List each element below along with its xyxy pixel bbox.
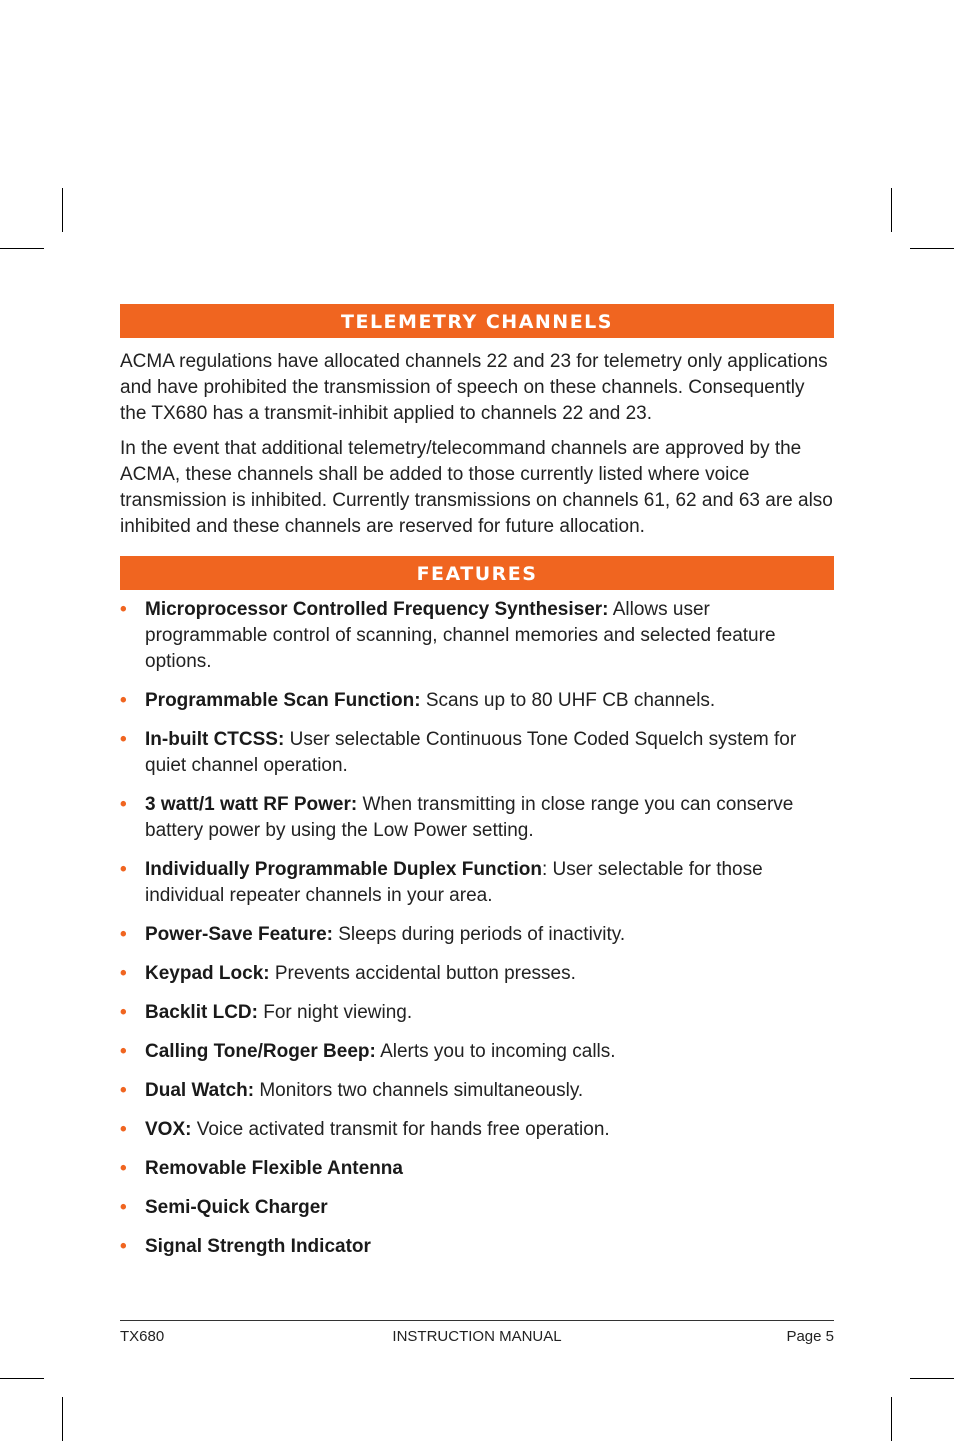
feature-description: Sleeps during periods of inactivity. <box>332 924 626 945</box>
feature-term: Keypad Lock: <box>145 963 270 984</box>
feature-item <box>120 961 834 987</box>
bullet-icon: • <box>120 1080 127 1101</box>
feature-item <box>120 597 834 675</box>
feature-item <box>120 727 834 779</box>
feature-description: Voice activated transmit for hands free operation. <box>191 1119 610 1140</box>
bullet-icon: • <box>120 1236 127 1257</box>
bullet-icon: • <box>120 690 127 711</box>
feature-term: VOX: <box>145 1119 192 1140</box>
telemetry-paragraph-2: In the event that additional telemetry/telecommand channels are approved by the ACMA, these channels shall be added to those currently listed where voice transmission is inhibited. Currently transmissions on channels 61, 62 and 63 are also inhibited and these channels are reserved for future allocation. <box>120 438 833 537</box>
feature-term: Backlit LCD: <box>145 1002 258 1023</box>
feature-term: Microprocessor Controlled Frequency Synthesiser: <box>145 599 609 620</box>
feature-term: Removable Flexible Antenna <box>145 1158 403 1179</box>
feature-description: Prevents accidental button presses. <box>269 963 576 984</box>
feature-term: 3 watt/1 watt RF Power: <box>145 794 358 815</box>
feature-description: Allows user programmable control of scanning, channel memories and selected feature options. <box>145 599 776 672</box>
bullet-icon: • <box>120 1119 127 1140</box>
feature-item <box>120 1156 834 1182</box>
feature-term: Programmable Scan Function: <box>145 690 421 711</box>
bullet-icon: • <box>120 794 127 815</box>
feature-term: Individually Programmable Duplex Function <box>145 859 542 880</box>
feature-item <box>120 922 834 948</box>
footer-model: TX680 <box>120 1328 165 1345</box>
feature-term: Semi-Quick Charger <box>145 1197 328 1218</box>
feature-item <box>120 1039 834 1065</box>
crop-mark <box>891 1397 892 1441</box>
bullet-icon: • <box>120 1041 127 1062</box>
footer-page-number: Page 5 <box>786 1328 834 1345</box>
feature-term: Calling Tone/Roger Beep: <box>145 1041 376 1062</box>
feature-description: Monitors two channels simultaneously. <box>254 1080 584 1101</box>
crop-mark <box>910 248 954 249</box>
telemetry-paragraph-1: ACMA regulations have allocated channels 22 and 23 for telemetry only applications and have prohibited the transmission of speech on these channels. Consequently the TX680 has a transmit-inhibit applied to channels 22 and 23. <box>120 351 828 424</box>
feature-term: In-built CTCSS: <box>145 729 285 750</box>
bullet-icon: • <box>120 1158 127 1179</box>
page-content <box>120 304 834 1273</box>
page-footer <box>120 1320 834 1345</box>
feature-description: : User selectable for those individual repeater channels in your area. <box>145 859 763 906</box>
crop-mark <box>0 248 44 249</box>
crop-mark <box>0 1378 44 1379</box>
feature-item <box>120 857 834 909</box>
feature-item <box>120 1117 834 1143</box>
feature-item <box>120 688 834 714</box>
feature-term: Dual Watch: <box>145 1080 255 1101</box>
telemetry-section-header: TELEMETRY CHANNELS <box>120 304 834 338</box>
feature-item <box>120 1000 834 1026</box>
feature-item <box>120 1234 834 1260</box>
feature-term: Signal Strength Indicator <box>145 1236 371 1257</box>
features-list <box>120 597 834 1260</box>
crop-mark <box>62 188 63 232</box>
feature-description: Scans up to 80 UHF CB channels. <box>420 690 716 711</box>
crop-mark <box>910 1378 954 1379</box>
crop-mark <box>62 1397 63 1441</box>
bullet-icon: • <box>120 963 127 984</box>
footer-manual-title: INSTRUCTION MANUAL <box>392 1328 562 1345</box>
feature-description: Alerts you to incoming calls. <box>375 1041 616 1062</box>
features-section-header: FEATURES <box>120 556 834 590</box>
bullet-icon: • <box>120 1197 127 1218</box>
crop-mark <box>891 188 892 232</box>
bullet-icon: • <box>120 924 127 945</box>
feature-description: User selectable Continuous Tone Coded Squelch system for quiet channel operation. <box>145 729 797 776</box>
bullet-icon: • <box>120 1002 127 1023</box>
feature-description: When transmitting in close range you can conserve battery power by using the Low Power setting. <box>145 794 794 841</box>
bullet-icon: • <box>120 599 127 620</box>
feature-item <box>120 1195 834 1221</box>
feature-term: Power-Save Feature: <box>145 924 333 945</box>
bullet-icon: • <box>120 729 127 750</box>
bullet-icon: • <box>120 859 127 880</box>
feature-item <box>120 792 834 844</box>
feature-item <box>120 1078 834 1104</box>
feature-description: For night viewing. <box>257 1002 413 1023</box>
